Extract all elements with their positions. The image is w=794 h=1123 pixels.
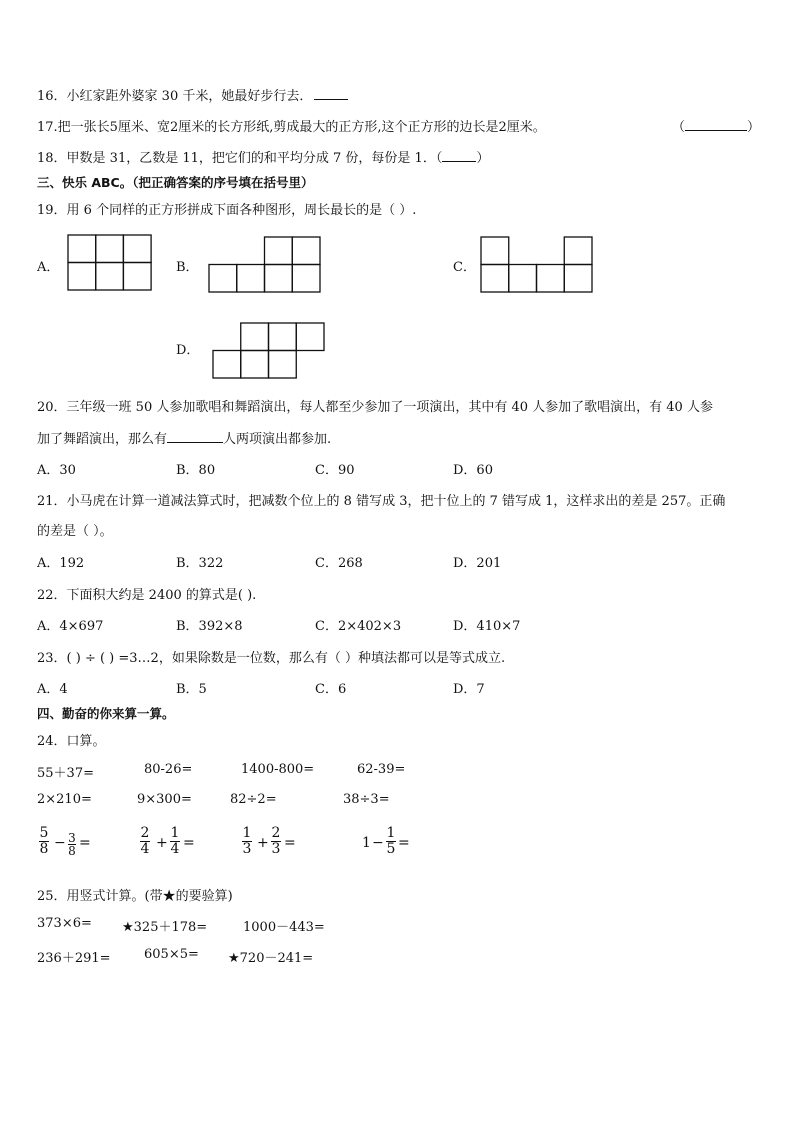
fraction-5-8: 5 8: [39, 825, 49, 857]
section-4-heading: 四、勤奋的你来算一算。: [37, 706, 175, 721]
q22-option-b[interactable]: B．392×8: [176, 619, 243, 634]
question-21-line1: 21．小马虎在计算一道减法算式时，把减数个位上的 8 错写成 3，把十位上的 7 错写成 1，这样求出的差是 257。正确: [37, 494, 726, 509]
shape-c-figure: [481, 237, 593, 294]
q22-option-d[interactable]: D．410×7: [453, 619, 521, 634]
answer-blank-18[interactable]: [442, 149, 476, 162]
answer-blank-20[interactable]: [167, 430, 223, 443]
fraction-3-8: 3 8: [68, 831, 76, 858]
q23-option-a[interactable]: A．4: [37, 682, 68, 697]
vertical-calc-5: 605×5=: [144, 947, 199, 962]
answer-paren-17: （ ）: [672, 120, 761, 135]
question-24-title: 24．口算。: [37, 734, 106, 749]
shape-d-figure: [213, 323, 325, 380]
question-16: [37, 85, 348, 104]
oral-calc-3: 1400-800=: [241, 762, 315, 777]
fraction-2-3: 2 3: [271, 825, 281, 857]
shape-a-figure: [68, 235, 152, 292]
vertical-calc-2: ★325＋178=: [122, 920, 208, 935]
vertical-calc-1: 373×6=: [37, 916, 92, 931]
q21-option-d[interactable]: D．201: [453, 556, 502, 571]
q20-option-b[interactable]: B．80: [176, 463, 216, 478]
answer-blank-17[interactable]: [685, 118, 747, 131]
shape-b-figure: [209, 237, 321, 294]
section-3-heading: 三、快乐 ABC。（把正确答案的序号填在括号里）: [37, 175, 314, 190]
vertical-calc-6: ★720－241=: [228, 951, 314, 966]
q23-option-b[interactable]: B．5: [176, 682, 207, 697]
option-b-label[interactable]: B．: [176, 260, 199, 275]
oral-calc-5: 2×210=: [37, 792, 92, 807]
q23-option-c[interactable]: C．6: [315, 682, 347, 697]
vertical-calc-3: 1000－443=: [243, 920, 325, 935]
q23-option-d[interactable]: D．7: [453, 682, 485, 697]
question-22-text: 22．下面积大约是 2400 的算式是( ).: [37, 588, 257, 603]
q20-option-d[interactable]: D．60: [453, 463, 493, 478]
question-21-line2: 的差是（ ）。: [37, 524, 113, 539]
fraction-1-3: 1 3: [242, 825, 252, 857]
question-19-text: 19．用 6 个同样的正方形拼成下面各种图形，周长最长的是（ ）.: [37, 203, 417, 218]
fraction-1-5: 1 5: [386, 825, 396, 857]
oral-calc-6: 9×300=: [137, 792, 192, 807]
question-17-text: 17.把一张长5厘米、宽2厘米的长方形纸,剪成最大的正方形,这个正方形的边长是2厘米。: [37, 120, 546, 135]
q20-option-a[interactable]: A．30: [37, 463, 76, 478]
q21-option-b[interactable]: B．322: [176, 556, 224, 571]
option-a-label[interactable]: A．: [37, 260, 60, 275]
oral-calc-2: 80-26=: [144, 762, 193, 777]
answer-blank-16[interactable]: [314, 87, 348, 100]
question-17: [37, 116, 546, 135]
oral-calc-4: 62-39=: [357, 762, 406, 777]
fraction-2-4: 2 4: [140, 825, 150, 857]
question-18: 18．甲数是 31，乙数是 11，把它们的和平均分成 7 份，每份是 1．（ ）: [37, 151, 490, 166]
q21-option-a[interactable]: A．192: [37, 556, 85, 571]
question-16-text: 16．小红家距外婆家 30 千米，她最好步行去．: [37, 89, 313, 104]
oral-calc-7: 82÷2=: [230, 792, 277, 807]
oral-calc-1: 55＋37=: [37, 766, 94, 781]
question-25-title: 25．用竖式计算。(带★的要验算): [37, 889, 233, 904]
question-20-line1: 20．三年级一班 50 人参加歌唱和舞蹈演出，每人都至少参加了一项演出，其中有 40 人参加了歌唱演出，有 40 人参: [37, 400, 713, 415]
option-d-label[interactable]: D．: [176, 343, 200, 358]
q20-option-c[interactable]: C．90: [315, 463, 355, 478]
q22-option-a[interactable]: A．4×697: [37, 619, 104, 634]
fraction-1-4: 1 4: [170, 825, 180, 857]
q22-option-c[interactable]: C．2×402×3: [315, 619, 402, 634]
q21-option-c[interactable]: C．268: [315, 556, 363, 571]
oral-calc-8: 38÷3=: [343, 792, 390, 807]
option-c-label[interactable]: C．: [453, 260, 476, 275]
question-18-text: 18．甲数是 31，乙数是 11，把它们的和平均分成 7 份，每份是 1．（: [37, 151, 443, 166]
vertical-calc-4: 236＋291=: [37, 951, 111, 966]
question-20-line2: 加了舞蹈演出，那么有 人两项演出都参加.: [37, 432, 332, 447]
question-23-text: 23．( ) ÷ ( ) =3…2，如果除数是一位数，那么有（ ）种填法都可以是等式成立.: [37, 651, 506, 666]
